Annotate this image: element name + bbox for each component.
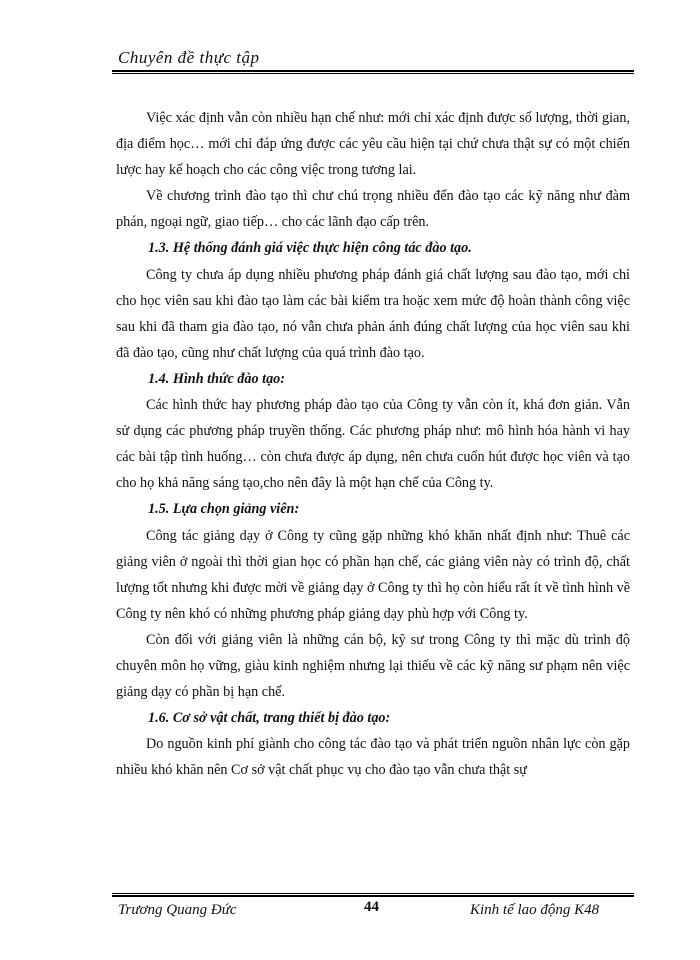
header-title: Chuyên đề thực tập bbox=[118, 48, 260, 67]
header-rule-thin bbox=[112, 73, 634, 74]
paragraph: Việc xác định vẫn còn nhiều hạn chế như: mới chỉ xác định được số lượng, thời gian, địa điểm học… mới chỉ đáp ứng được các yêu cầu hiện tại chứ chưa thật sự có một chiến lược hay kế hoạch cho các công việc trong tương lai. bbox=[116, 110, 630, 179]
footer-rule-thin bbox=[112, 893, 634, 894]
section-heading-1-3: 1.3. Hệ thống đánh giá việc thực hiện công tác đào tạo. bbox=[148, 240, 472, 257]
footer-rule-thick bbox=[112, 895, 634, 897]
paragraph: Về chương trình đào tạo thì chư chú trọng nhiều đến đào tạo các kỹ năng như đàm phán, ngoại ngữ, giao tiếp… cho các lãnh đạo cấp trên. bbox=[116, 188, 630, 231]
footer-course: Kinh tế lao động K48 bbox=[470, 902, 600, 918]
section-heading-1-4: 1.4. Hình thức đào tạo: bbox=[148, 370, 285, 387]
paragraph: Các hình thức hay phương pháp đào tạo của Công ty vẫn còn ít, khá đơn giản. Vẫn sử dụng các phương pháp truyền thống. Các phương pháp như: mô hình hóa hành vi hay các bài tập tình huống… còn chưa được áp dụng, nên chưa cuốn hút được học viên và tạo cho họ khả năng sáng tạo,cho nên đây là một hạn chế của Công ty. bbox=[116, 397, 630, 492]
paragraph: Do nguồn kinh phí giành cho công tác đào tạo và phát triển nguồn nhân lực còn gặp nhiều khó khăn nên Cơ sở vật chất phục vụ cho đào tạo vẫn chưa thật sự bbox=[116, 736, 630, 779]
page-number: 44 bbox=[364, 899, 379, 915]
section-heading-1-6: 1.6. Cơ sở vật chất, trang thiết bị đào tạo: bbox=[148, 710, 391, 727]
header-rule-thick bbox=[112, 70, 634, 72]
paragraph: Công tác giảng dạy ở Công ty cũng gặp những khó khăn nhất định như: Thuê các giảng viên ở ngoài thì thời gian học có phần hạn chế, các giảng viên này có trình độ, chất lượng tốt nhưng khi được mời về giảng dạy ở Công ty thì họ còn hiểu rất ít về tình hình về Công ty nên khó có những phương pháp giảng dạy phù hợp với Công ty. bbox=[116, 527, 630, 622]
paragraph: Công ty chưa áp dụng nhiều phương pháp đánh giá chất lượng sau đào tạo, mới chỉ cho học viên sau khi đào tạo làm các bài kiểm tra hoặc xem mức độ hoàn thành công việc sau khi đã tham gia đào tạo, nó vẫn chưa phản ánh đúng chất lượng của học viên sau khi đã đào tạo, cũng như chất lượng của quá trình đào tạo. bbox=[116, 266, 630, 361]
paragraph: Còn đối với giảng viên là những cán bộ, kỹ sư trong Công ty thì mặc dù trình độ chuyên môn họ vững, giàu kinh nghiệm nhưng lại thiếu về các kỹ năng sư phạm nên việc giảng dạy có phần bị hạn chế. bbox=[116, 631, 630, 701]
footer-author: Trương Quang Đức bbox=[118, 902, 237, 918]
section-heading-1-5: 1.5. Lựa chọn giảng viên: bbox=[148, 501, 300, 518]
page-body bbox=[116, 105, 630, 783]
